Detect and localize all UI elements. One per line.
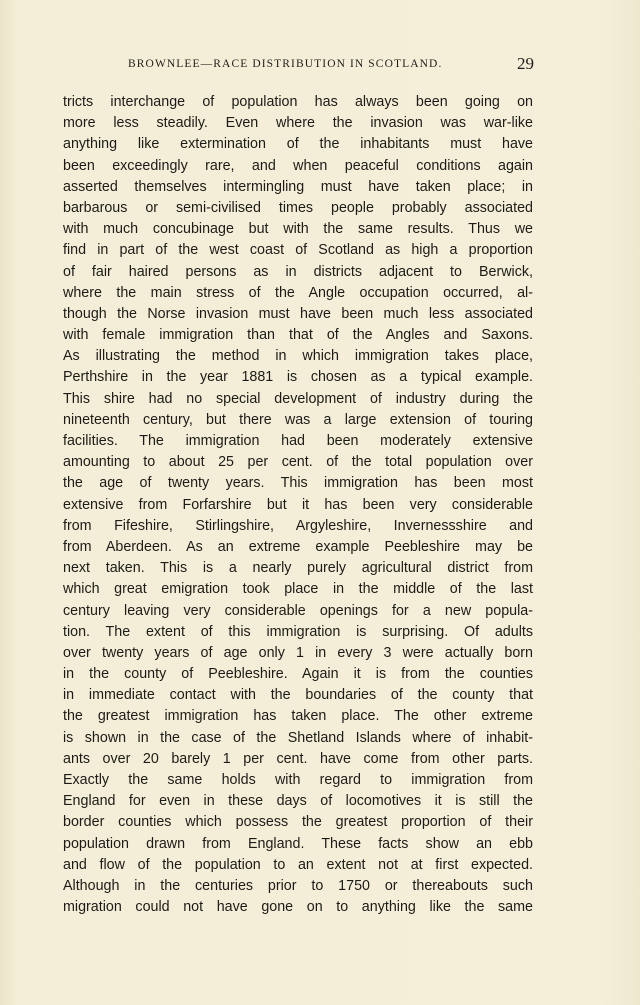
text-line: the greatest immigration has taken place. The other extreme: [63, 708, 533, 725]
body-text: [63, 92, 533, 918]
text-line: over twenty years of age only 1 in every 3 were actually born: [63, 644, 533, 661]
running-title: BROWNLEE—RACE DISTRIBUTION IN SCOTLAND.: [128, 58, 443, 70]
text-line: which great emigration took place in the middle of the last: [63, 581, 533, 598]
text-line: the age of twenty years. This immigration has been most: [63, 475, 533, 492]
text-line: is shown in the case of the Shetland Islands where of inhabit-: [63, 729, 533, 746]
text-line: in immediate contact with the boundaries of the county that: [63, 687, 533, 704]
text-line: in the county of Peebleshire. Again it is from the counties: [63, 666, 533, 683]
text-line: Perthshire in the year 1881 is chosen as a typical example.: [63, 369, 533, 386]
text-line: Exactly the same holds with regard to immigration from: [63, 772, 533, 788]
text-line: border counties which possess the greatest proportion of their: [63, 814, 533, 831]
text-line: more less steadily. Even where the invasion was war-like: [63, 115, 533, 132]
running-head: [64, 54, 534, 77]
text-line: from Aberdeen. As an extreme example Peebleshire may be: [63, 538, 533, 555]
text-line: with much concubinage but with the same results. Thus we: [63, 221, 533, 238]
text-line: though the Norse invasion must have been much less associated: [63, 305, 533, 322]
text-line: century leaving very considerable openings for a new popula-: [63, 602, 533, 619]
text-line: with female immigration than that of the Angles and Saxons.: [63, 327, 533, 344]
text-line: find in part of the west coast of Scotland as high a proportion: [63, 242, 533, 259]
text-line: tion. The extent of this immigration is surprising. Of adults: [63, 623, 533, 640]
text-line: tricts interchange of population has always been going on: [63, 94, 533, 110]
text-line: Although in the centuries prior to 1750 or thereabouts such: [63, 877, 533, 894]
text-line: ants over 20 barely 1 per cent. have come from other parts.: [63, 750, 533, 767]
text-line: asserted themselves intermingling must have taken place; in: [63, 178, 533, 195]
text-line: and flow of the population to an extent not at first expected.: [63, 856, 533, 873]
text-line: of fair haired persons as in districts adjacent to Berwick,: [63, 263, 533, 280]
text-line: facilities. The immigration had been moderately extensive: [63, 433, 533, 449]
text-line: This shire had no special development of industry during the: [63, 390, 533, 407]
text-line: been exceedingly rare, and when peaceful conditions again: [63, 157, 533, 174]
page-number: 29: [517, 54, 534, 73]
text-line: where the main stress of the Angle occupation occurred, al-: [63, 284, 533, 301]
text-line: population drawn from England. These facts show an ebb: [63, 835, 533, 852]
text-line: extensive from Forfarshire but it has been very considerable: [63, 496, 533, 513]
text-line: anything like extermination of the inhabitants must have: [63, 136, 533, 153]
text-line: from Fifeshire, Stirlingshire, Argyleshire, Invernessshire and: [63, 517, 533, 534]
text-line: next taken. This is a nearly purely agricultural district from: [63, 560, 533, 577]
text-line: England for even in these days of locomotives it is still the: [63, 793, 533, 810]
text-line: migration could not have gone on to anything like the same: [63, 899, 533, 916]
text-line: nineteenth century, but there was a large extension of touring: [63, 411, 533, 428]
text-line: As illustrating the method in which immigration takes place,: [63, 348, 533, 365]
text-line: amounting to about 25 per cent. of the total population over: [63, 454, 533, 471]
text-line: barbarous or semi-civilised times people probably associated: [63, 199, 533, 216]
